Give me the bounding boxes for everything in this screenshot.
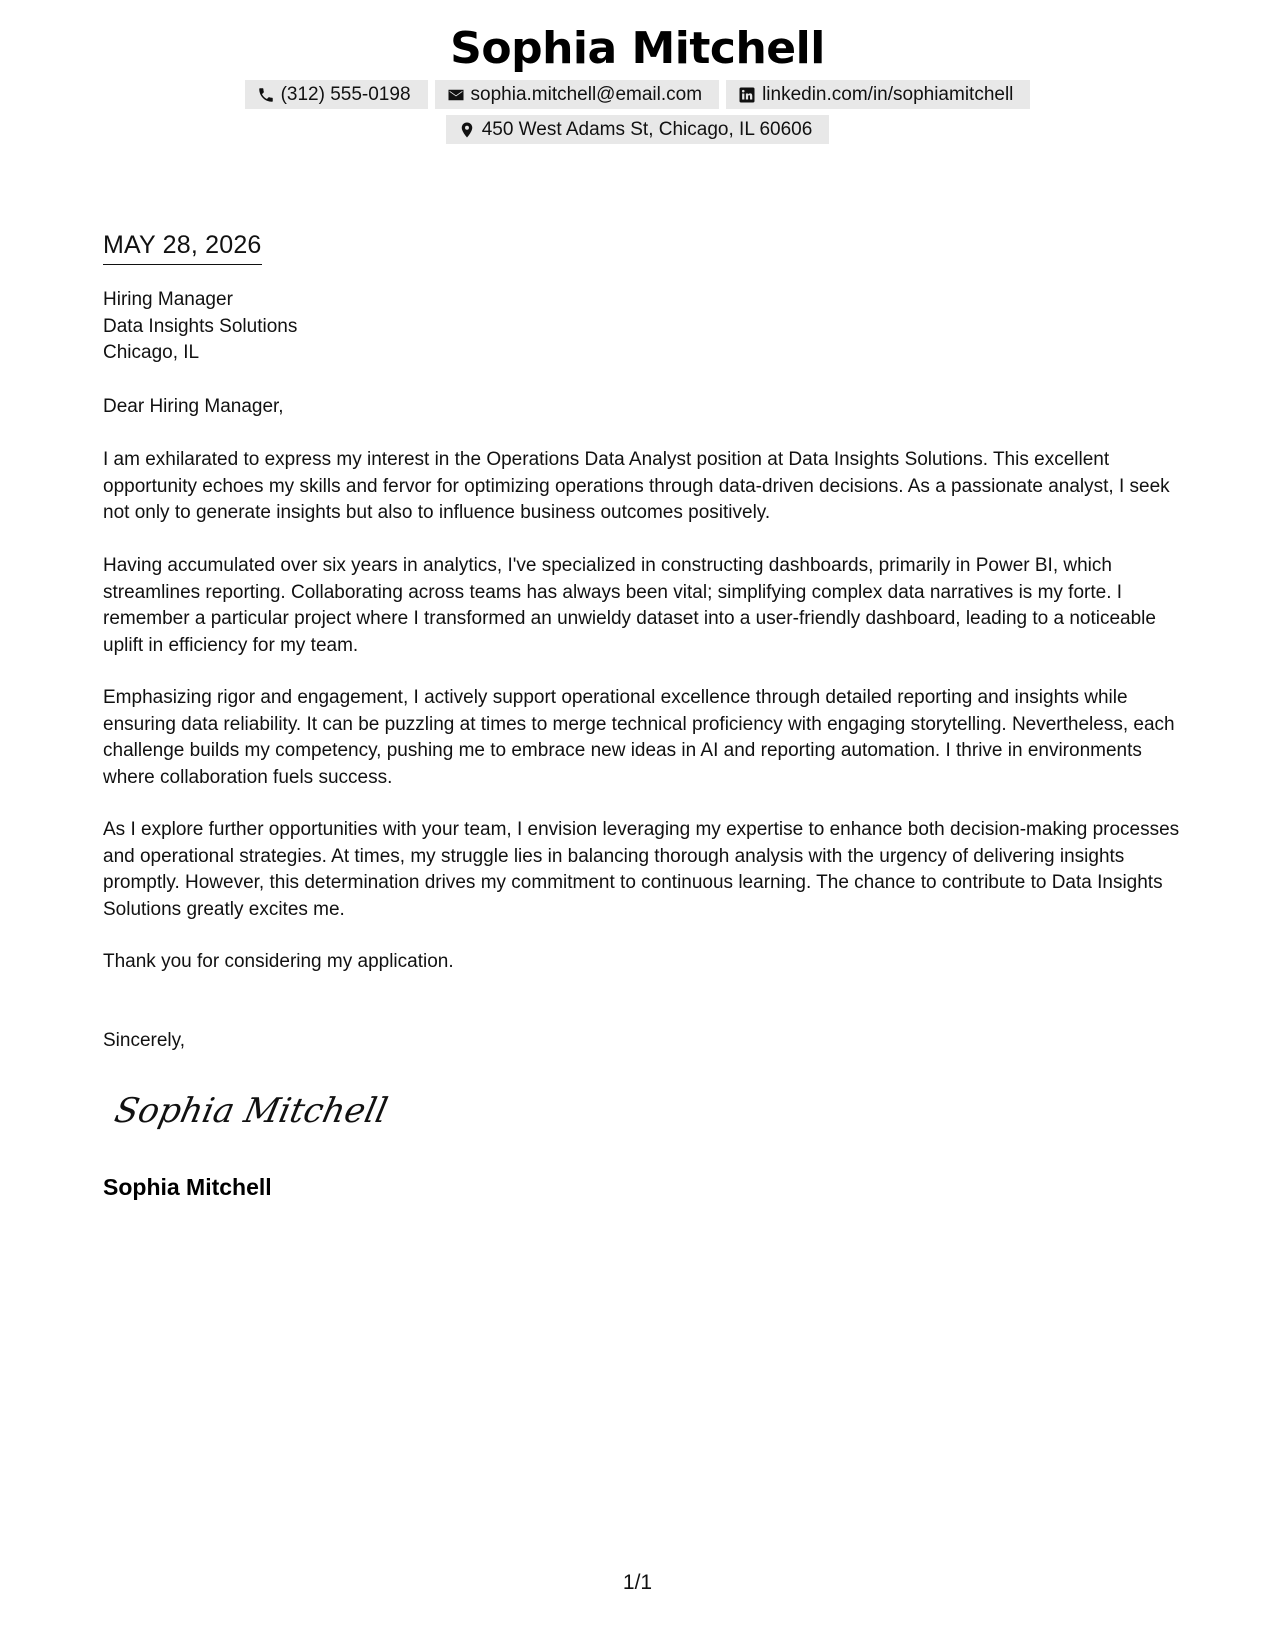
closing-thanks: Thank you for considering my application.	[103, 951, 454, 972]
signature-text: Sophia Mitchell	[111, 1091, 392, 1131]
address-chip	[446, 115, 830, 144]
body-paragraph: I am exhilarated to express my interest in the Operations Data Analyst position at Data Insights Solutions. This excellent opportunity echoes my skills and fervor for optimizing operations through data-driven decisions. As a passionate analyst, I seek not only to generate insights but also to influence business outcomes positively.	[103, 449, 1170, 523]
recipient-location: Chicago, IL	[103, 342, 200, 363]
contact-row-address	[0, 115, 1275, 144]
email-chip	[435, 80, 720, 109]
handwritten-signature	[110, 1080, 392, 1140]
recipient-block	[103, 287, 1183, 367]
salutation: Dear Hiring Manager,	[103, 396, 284, 417]
contact-row	[0, 80, 1275, 109]
body-paragraph: Emphasizing rigor and engagement, I actively support operational excellence through detailed reporting and insights while ensuring data reliability. It can be puzzling at times to merge technical proficiency with engaging storytelling. Nevertheless, each challenge builds my competency, pushing me to embrace new ideas in AI and reporting automation. I thrive in environments where collaboration fuels success.	[103, 687, 1175, 788]
email-text: sophia.mitchell@email.com	[470, 83, 703, 105]
envelope-icon	[447, 86, 465, 104]
linkedin-icon	[738, 86, 756, 104]
linkedin-text: linkedin.com/in/sophiamitchell	[762, 83, 1014, 105]
phone-chip	[245, 80, 428, 109]
letter-date: MAY 28, 2026	[103, 228, 262, 265]
applicant-name: Sophia Mitchell	[450, 23, 825, 74]
recipient-company: Data Insights Solutions	[103, 315, 298, 337]
body-paragraph: As I explore further opportunities with your team, I envision leveraging my expertise to enhance both decision-making processes and operational strategies. At times, my struggle lies in balancing thorough analysis with the urgency of delivering insights promptly. However, this determination drives my commitment to continuous learning. The chance to contribute to Data Insights Solutions greatly excites me.	[103, 819, 1180, 920]
phone-icon	[257, 86, 275, 104]
linkedin-chip	[726, 80, 1030, 109]
page-number: 1/1	[622, 1571, 653, 1594]
signed-name: Sophia Mitchell	[103, 1174, 272, 1200]
recipient-title: Hiring Manager	[103, 289, 233, 310]
map-marker-icon	[458, 121, 476, 139]
phone-text: (312) 555-0198	[280, 83, 411, 105]
body-paragraph: Having accumulated over six years in analytics, I've specialized in constructing dashboards, primarily in Power BI, which streamlines reporting. Collaborating across teams has always been vital; simplifying complex data narratives is my forte. I remember a particular project where I transformed an unwieldy dataset into a user-friendly dashboard, leading to a noticeable uplift in efficiency for my team.	[103, 555, 1156, 656]
address-text: 450 West Adams St, Chicago, IL 60606	[481, 118, 813, 140]
signoff: Sincerely,	[103, 1030, 186, 1051]
